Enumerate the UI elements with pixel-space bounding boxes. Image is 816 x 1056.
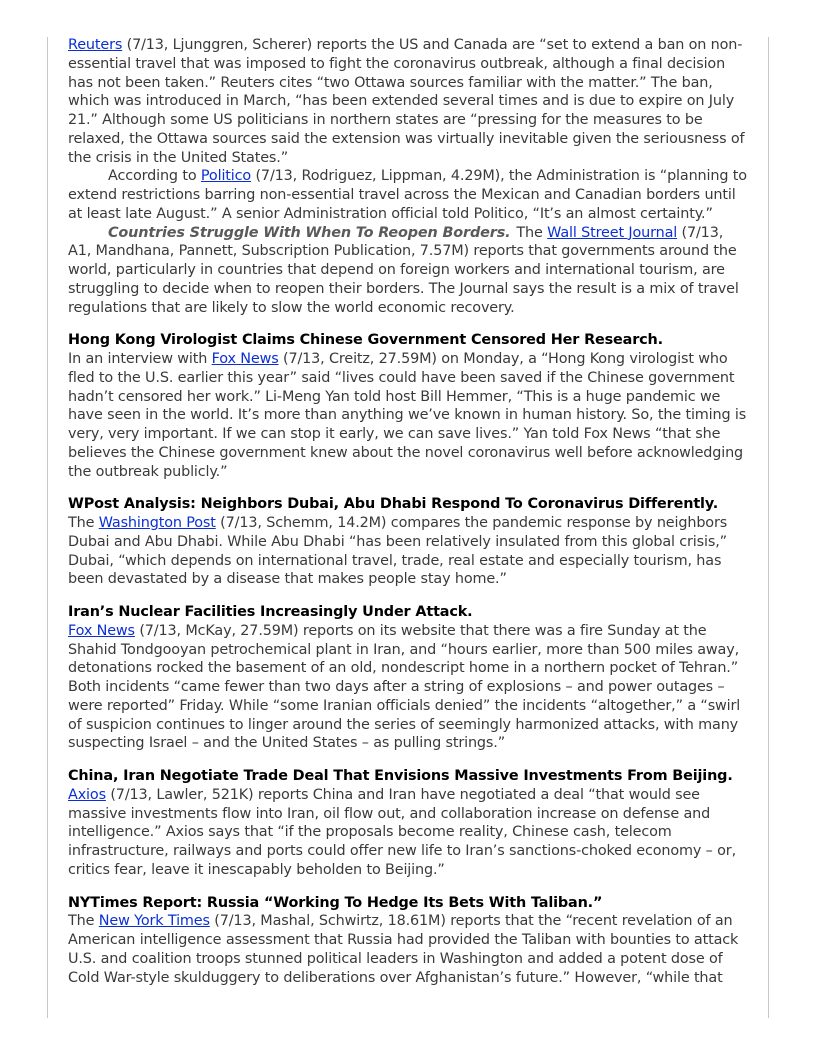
article-hong-kong-virologist: [68, 331, 748, 481]
paragraph: [68, 912, 748, 987]
paragraph-text: (7/13, Creitz, 27.59M) on Monday, a “Hong Kong virologist who fled to the U.S. earlier this year” said “lives could have been saved if the Chinese government hadn’t censored her work.” Li-Meng Yan told host Bill Hemmer, “This is a huge pandemic we have seen in the world. It’s more than anything we’ve known in human history. So, the timing is very, very important. If we can stop it early, we can save lives.” Yan told Fox News “that she believes the Chinese government knew about the novel coronavirus well before acknowledging the outbreak publicly.”: [68, 351, 747, 480]
source-link-axios[interactable]: Axios: [68, 786, 106, 803]
paragraph-text: In an interview with: [68, 351, 212, 367]
paragraph: [68, 622, 748, 753]
source-link-new-york-times[interactable]: New York Times: [98, 913, 210, 930]
paragraph-text: (7/13, Lawler, 521K) reports China and Iran have negotiated a deal “that would see massive investments flow into Iran, oil flow out, and collaboration increase on defense and intelligence.” Axios says that “if the proposals become reality, Chinese cash, telecom infrastructure, railways and ports could offer new life to Iran’s sanctions-choked economy – or, critics fear, leave it inescapably beholden to Beijing.”: [68, 786, 736, 878]
article-us-canada-ban: [68, 36, 748, 317]
paragraph: [68, 36, 748, 167]
paragraph-text: (7/13, A1, Mandhana, Pannett, Subscription Publication, 7.57M) reports that governments around the world, particularly in countries that depend on foreign workers and international tourism, are struggling to decide when to reopen their borders. The Journal says the result is a mix of travel regulations that are likely to slow the world economic recovery.: [68, 224, 739, 316]
paragraph-text: (7/13, Schemm, 14.2M) compares the pandemic response by neighbors Dubai and Abu Dhabi. While Abu Dhabi “has been relatively insulated from this global crisis,” Dubai, “which depends on international travel, trade, real estate and especially tourism, has been devastated by a disease that makes people stay home.”: [68, 515, 728, 588]
paragraph-text: According to: [108, 168, 201, 185]
article-headline: WPost Analysis: Neighbors Dubai, Abu Dhabi Respond To Coronavirus Differently.: [68, 496, 719, 513]
paragraph-text: The: [68, 913, 99, 930]
article-china-iran-trade: [68, 767, 748, 880]
article-headline: Iran’s Nuclear Facilities Increasingly Under Attack.: [68, 604, 473, 620]
source-link-fox-news[interactable]: Fox News: [211, 351, 279, 367]
source-link-politico[interactable]: Politico: [200, 168, 252, 185]
paragraph-text: (7/13, Mashal, Schwirtz, 18.61M) reports that the “recent revelation of an American intelligence assessment that Russia had provided the Taliban with bounties to attack U.S. and coalition troops stunned political leaders in Washington and added a potent dose of Cold War-style skulduggery to deliberations over Afghanistan’s future.” However, “while that: [68, 913, 739, 986]
subheadline: Countries Struggle With When To Reopen Borders.: [108, 224, 511, 241]
paragraph-text: The: [516, 224, 548, 241]
source-link-reuters[interactable]: Reuters: [68, 37, 123, 53]
paragraph: [68, 514, 748, 589]
paragraph: [68, 786, 748, 880]
paragraph: [68, 350, 748, 481]
article-wpost-dubai: [68, 495, 748, 589]
paragraph-text: (7/13, Ljunggren, Scherer) reports the US and Canada are “set to extend a ban on non-essential travel that was imposed to fight the coronavirus outbreak, although a final decision has not been taken.” Reuters cites “two Ottawa sources familiar with the matter.” The ban, which was introduced in March, “has been extended several times and is due to expire on July 21.” Although some US politicians in northern states are “pressing for the measures to be relaxed, the Ottawa sources said the extension was virtually inevitable given the seriousness of the crisis in the United States.”: [68, 37, 745, 166]
source-link-fox-news[interactable]: Fox News: [68, 622, 135, 639]
article-headline: China, Iran Negotiate Trade Deal That Envisions Massive Investments From Beijing.: [68, 768, 733, 784]
paragraph-text: (7/13, McKay, 27.59M) reports on its website that there was a fire Sunday at the Shahid Tondgooyan petrochemical plant in Iran, and “hours earlier, more than 500 miles away, detonations rocked the basement of an old, nondescript home in a northern pocket of Tehran.” Both incidents “came fewer than two days after a string of explosions – and power outages – were reported” Friday. While “some Iranian officials denied” the incidents “altogether,” a “swirl of suspicion continues to linger around the series of seemingly harmonized attacks, with many suspecting Israel – and the United States – as pulling strings.”: [68, 622, 741, 752]
article-nytimes-russia-taliban: [68, 894, 748, 988]
paragraph-text: The: [68, 515, 99, 531]
paragraph-text: (7/13, Rodriguez, Lippman, 4.29M), the Administration is “planning to extend restrictions barring non-essential travel across the Mexican and Canadian borders until at least late August.” A senior Administration official told Politico, “It’s an almost certainty.”: [68, 168, 747, 222]
article-iran-nuclear: [68, 603, 748, 753]
article-headline: Hong Kong Virologist Claims Chinese Government Censored Her Research.: [68, 332, 663, 349]
source-link-washington-post[interactable]: Washington Post: [98, 515, 216, 531]
article-headline: NYTimes Report: Russia “Working To Hedge Its Bets With Taliban.”: [68, 894, 603, 911]
document-body: [68, 36, 748, 987]
paragraph: [68, 224, 748, 318]
paragraph: [68, 167, 748, 223]
source-link-wsj[interactable]: Wall Street Journal: [547, 224, 678, 241]
